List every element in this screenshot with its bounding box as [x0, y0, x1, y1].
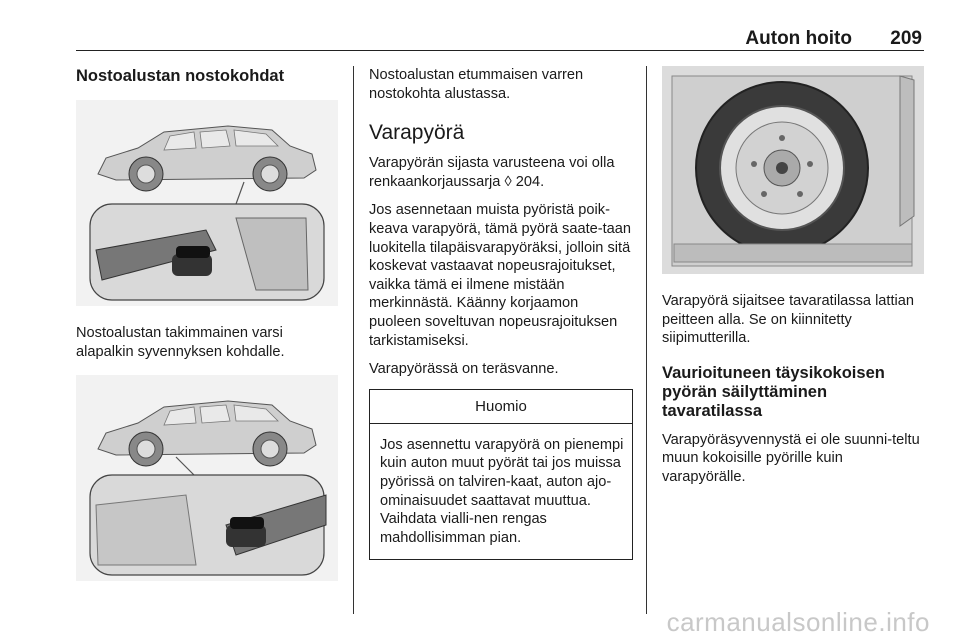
spare-wheel-p3: Varapyörässä on teräsvanne. [369, 361, 559, 378]
damaged-wheel-text: Varapyöräsyvennystä ei ole suunni-teltu muun kokoisille pyörille kuin varapyörälle. [662, 431, 920, 485]
damaged-wheel-heading: Vaurioituneen täysikokoisen pyörän säilyttäminen tavaratilassa [662, 363, 885, 420]
spare-wheel-title: Varapyörä [369, 121, 465, 145]
front-lift-intro: Nostoalustan etummaisen varren nostokohta alustassa. [369, 67, 584, 102]
spare-location-text: Varapyörä sijaitsee tavaratilassa lattian peitteen alla. Se on kiinnitetty siipimutterilla. [662, 293, 915, 347]
notice-box [369, 389, 633, 561]
spare-wheel-p1: Varapyörän sijasta varusteena voi olla renkaankorjaussarja ◊ 204. [369, 155, 615, 190]
spare-wheel-p2: Jos asennetaan muista pyöristä poik-keava varapyörä, tämä pyörä saate-taan luokitella tilapäisvarapyöräksi, jolloin sitä koskevat vastaavat nopeusrajoitukset, vaikka tämä ei ilmene mistään merkinnästä. Käänny korjaamon puoleen soveltuvan nopeusrajoituksen tarkistamiseksi. [369, 202, 632, 349]
column-divider-1 [353, 66, 354, 614]
column-middle [369, 62, 633, 560]
notice-title: Huomio [370, 390, 632, 424]
lift-rear-caption: Nostoalustan takimmainen varsi alapalkin syvennyksen kohdalle. [76, 325, 285, 360]
lift-points-heading: Nostoalustan nostokohdat [76, 67, 285, 85]
lift-front-illustration [76, 375, 338, 581]
watermark-text: carmanualsonline.info [666, 607, 930, 637]
column-divider-2 [646, 66, 647, 614]
notice-body: Jos asennettu varapyörä on pienempi kuin auton muut pyörät tai jos muissa pyörissä on talviren-kaat, auton ajo-ominaisuudet saattavat muuttua. Vaihdata vialli-nen rengas mahdollisimman pian. [380, 436, 624, 546]
section-title: Auton hoito [745, 28, 852, 49]
column-left [76, 62, 338, 581]
column-right [662, 62, 924, 487]
spare-wheel-illustration [662, 66, 924, 274]
page-header [76, 28, 924, 51]
lift-rear-illustration [76, 100, 338, 306]
page-number: 209 [890, 28, 922, 49]
